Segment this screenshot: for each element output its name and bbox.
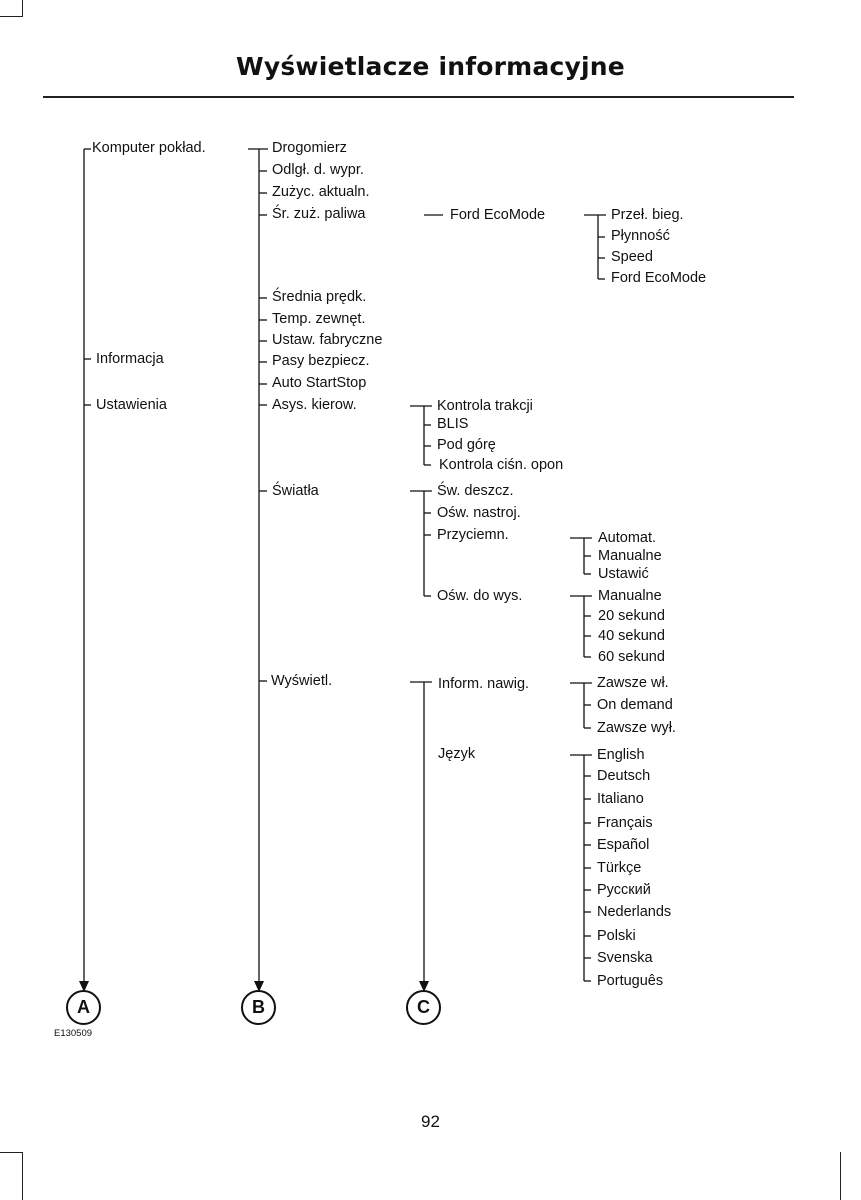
menu-item-drogomierz: Drogomierz: [272, 140, 347, 156]
language-item: Español: [597, 837, 650, 853]
menu-item-ustaw-fabryczne: Ustaw. fabryczne: [272, 332, 383, 348]
menu-item-oswietlenie-do-wysiadania: Ośw. do wys.: [437, 588, 523, 604]
menu-item-ford-ecomode: Ford EcoMode: [450, 207, 546, 223]
menu-item-blis: BLIS: [437, 416, 469, 432]
menu-item-wys-40-sekund: 40 sekund: [598, 628, 665, 644]
language-item: Türkçe: [597, 860, 642, 876]
menu-item-swiatla-deszcz: Św. deszcz.: [437, 483, 514, 499]
menu-item-oswietlenie-nastrojowe: Ośw. nastroj.: [437, 505, 521, 521]
connector-c: C: [406, 990, 441, 1025]
menu-item-wys-manualne: Manualne: [598, 588, 662, 604]
menu-item-przyciemnianie: Przyciemn.: [437, 527, 509, 543]
language-item: Português: [597, 973, 664, 989]
menu-item-auto-startstop: Auto StartStop: [272, 375, 367, 391]
menu-item-inform-nawig: Inform. nawig.: [438, 676, 530, 692]
menu-item-zawsze-wyl: Zawsze wył.: [597, 720, 676, 736]
menu-item-asys-kierowcy: Asys. kierow.: [272, 397, 357, 413]
language-item: Français: [597, 815, 653, 831]
menu-item-srednie-zuzycie: Śr. zuż. paliwa: [272, 206, 366, 222]
menu-item-informacja: Informacja: [96, 351, 164, 367]
menu-item-wys-60-sekund: 60 sekund: [598, 649, 665, 665]
menu-item-ecomode-speed: Speed: [611, 249, 653, 265]
menu-item-zawsze-wl: Zawsze wł.: [597, 675, 669, 691]
language-item: English: [597, 747, 645, 763]
menu-item-zuzycie-aktualne: Zużyc. aktualn.: [272, 184, 370, 200]
menu-item-wys-20-sekund: 20 sekund: [598, 608, 665, 624]
menu-item-komputer-pokladowy: Komputer pokład.: [92, 140, 206, 156]
connector-b: B: [241, 990, 276, 1025]
figure-id: E130509: [54, 1028, 93, 1039]
menu-item-przyciemn-manualne: Manualne: [598, 548, 662, 564]
menu-item-srednia-predkosc: Średnia prędk.: [272, 289, 367, 305]
menu-item-ustawienia: Ustawienia: [96, 397, 167, 413]
connector-a: A: [66, 990, 101, 1025]
language-item: Deutsch: [597, 768, 651, 784]
menu-item-on-demand: On demand: [597, 697, 673, 713]
menu-item-odleglosc: Odlgł. d. wypr.: [272, 162, 364, 178]
menu-item-kontrola-trakcji: Kontrola trakcji: [437, 398, 533, 414]
menu-item-temp-zewnetrzna: Temp. zewnęt.: [272, 311, 366, 327]
menu-item-przyciemn-automat: Automat.: [598, 530, 657, 546]
page-title: Wyświetlacze informacyjne: [236, 52, 625, 81]
menu-item-przyciemn-ustawic: Ustawić: [598, 566, 649, 582]
menu-item-ecomode-zmiana-biegow: Przeł. bieg.: [611, 207, 684, 223]
language-item: Русский: [597, 882, 651, 898]
language-item: Polski: [597, 928, 636, 944]
menu-item-kontrola-cisnienia-opon: Kontrola ciśn. opon: [439, 457, 564, 473]
language-item: Italiano: [597, 791, 644, 807]
menu-item-ecomode-plynnosc: Płynność: [611, 228, 670, 244]
menu-item-swiatla: Światła: [272, 483, 319, 499]
menu-item-ecomode-ford-ecomode: Ford EcoMode: [611, 270, 707, 286]
language-item: Nederlands: [597, 904, 672, 920]
menu-item-pasy-bezpieczenstwa: Pasy bezpiecz.: [272, 353, 370, 369]
language-item: Svenska: [597, 950, 653, 966]
menu-item-wyswietlacz: Wyświetl.: [271, 673, 333, 689]
menu-item-pod-gore: Pod górę: [437, 437, 496, 453]
menu-item-jezyk: Język: [438, 746, 476, 762]
page-number: 92: [421, 1112, 440, 1131]
